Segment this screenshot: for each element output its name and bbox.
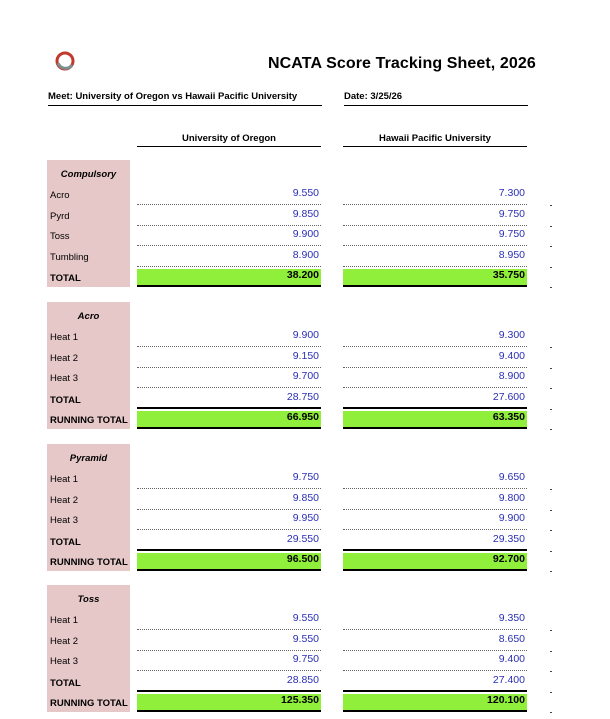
score-cell-oregon: 8.900 — [137, 249, 321, 267]
margin-tick — [550, 388, 552, 389]
score-cell-oregon: 9.750 — [137, 653, 321, 671]
score-cell-oregon: 9.900 — [137, 329, 321, 347]
score-cell-hawaii: 8.900 — [343, 370, 527, 388]
row-label: Heat 1 — [50, 615, 78, 626]
date-field: Date: 3/25/26 — [344, 91, 528, 106]
row-label: Heat 3 — [50, 515, 78, 526]
margin-tick — [550, 267, 552, 268]
row-label: Pyrd — [50, 210, 70, 222]
section-heading: Toss — [77, 594, 100, 605]
margin-tick — [550, 489, 552, 490]
margin-tick — [550, 409, 552, 410]
score-cell-hawaii: 9.650 — [343, 471, 527, 489]
total-label: TOTAL — [50, 273, 81, 284]
score-cell-oregon: 9.900 — [137, 228, 321, 246]
total-cell-oregon: 28.750 — [137, 391, 321, 409]
margin-tick — [550, 692, 552, 693]
section-heading: Pyramid — [69, 453, 108, 464]
score-cell-hawaii: 8.650 — [343, 633, 527, 651]
margin-tick — [550, 347, 552, 348]
row-label: Heat 2 — [50, 494, 78, 506]
margin-tick — [550, 287, 552, 288]
score-cell-hawaii: 8.950 — [343, 249, 527, 267]
row-label: Heat 2 — [50, 352, 78, 364]
margin-tick — [550, 429, 552, 430]
team-header-hawaii: Hawaii Pacific University — [343, 133, 527, 147]
total-cell-oregon: 29.550 — [137, 533, 321, 551]
score-cell-hawaii: 9.800 — [343, 492, 527, 510]
margin-tick — [550, 368, 552, 369]
running-total-cell-oregon: 66.950 — [137, 411, 321, 429]
score-cell-hawaii: 9.750 — [343, 228, 527, 246]
score-cell-oregon: 9.850 — [137, 208, 321, 226]
score-cell-oregon: 9.550 — [137, 633, 321, 651]
margin-tick — [550, 205, 552, 206]
margin-tick — [550, 530, 552, 531]
row-label: Tumbling — [50, 251, 89, 263]
meet-field: Meet: University of Oregon vs Hawaii Pacific University — [48, 91, 322, 106]
running-total-label: RUNNING TOTAL — [50, 415, 128, 426]
margin-tick — [550, 630, 552, 631]
running-total-label: RUNNING TOTAL — [50, 557, 128, 568]
score-cell-oregon: 9.550 — [137, 612, 321, 630]
section-heading: Compulsory — [60, 169, 117, 180]
score-cell-oregon: 9.750 — [137, 471, 321, 489]
row-label: Heat 1 — [50, 474, 78, 485]
total-cell-hawaii: 35.750 — [343, 269, 527, 287]
total-label: TOTAL — [50, 677, 81, 689]
margin-tick — [550, 551, 552, 552]
page-title: NCATA Score Tracking Sheet, 2026 — [268, 55, 536, 72]
row-label: Acro — [50, 190, 70, 201]
running-total-cell-hawaii: 63.350 — [343, 411, 527, 429]
total-cell-hawaii: 27.600 — [343, 391, 527, 409]
margin-tick — [550, 671, 552, 672]
total-cell-oregon: 28.850 — [137, 674, 321, 692]
running-total-label: RUNNING TOTAL — [50, 698, 128, 709]
score-cell-oregon: 9.950 — [137, 512, 321, 530]
running-total-cell-oregon: 96.500 — [137, 553, 321, 571]
running-total-cell-hawaii: 92.700 — [343, 553, 527, 571]
score-cell-oregon: 9.150 — [137, 350, 321, 368]
margin-tick — [550, 712, 552, 713]
total-cell-hawaii: 29.350 — [343, 533, 527, 551]
row-label: Heat 3 — [50, 656, 78, 667]
running-total-cell-hawaii: 120.100 — [343, 694, 527, 712]
total-label: TOTAL — [50, 536, 81, 548]
score-cell-oregon: 9.550 — [137, 187, 321, 205]
score-cell-oregon: 9.850 — [137, 492, 321, 510]
margin-tick — [550, 571, 552, 572]
team-header-oregon: University of Oregon — [137, 133, 321, 147]
running-total-cell-oregon: 125.350 — [137, 694, 321, 712]
total-label: TOTAL — [50, 394, 81, 406]
row-label: Heat 3 — [50, 373, 78, 384]
total-cell-hawaii: 27.400 — [343, 674, 527, 692]
margin-tick — [550, 510, 552, 511]
row-label: Toss — [50, 231, 70, 242]
score-cell-hawaii: 7.300 — [343, 187, 527, 205]
score-cell-oregon: 9.700 — [137, 370, 321, 388]
score-cell-hawaii: 9.900 — [343, 512, 527, 530]
score-cell-hawaii: 9.400 — [343, 350, 527, 368]
row-label: Heat 2 — [50, 635, 78, 647]
score-cell-hawaii: 9.400 — [343, 653, 527, 671]
score-cell-hawaii: 9.300 — [343, 329, 527, 347]
total-cell-oregon: 38.200 — [137, 269, 321, 287]
margin-tick — [550, 226, 552, 227]
score-cell-hawaii: 9.750 — [343, 208, 527, 226]
section-heading: Acro — [77, 311, 100, 322]
margin-tick — [550, 246, 552, 247]
margin-tick — [550, 651, 552, 652]
score-cell-hawaii: 9.350 — [343, 612, 527, 630]
logo-icon — [54, 50, 76, 72]
row-label: Heat 1 — [50, 332, 78, 343]
